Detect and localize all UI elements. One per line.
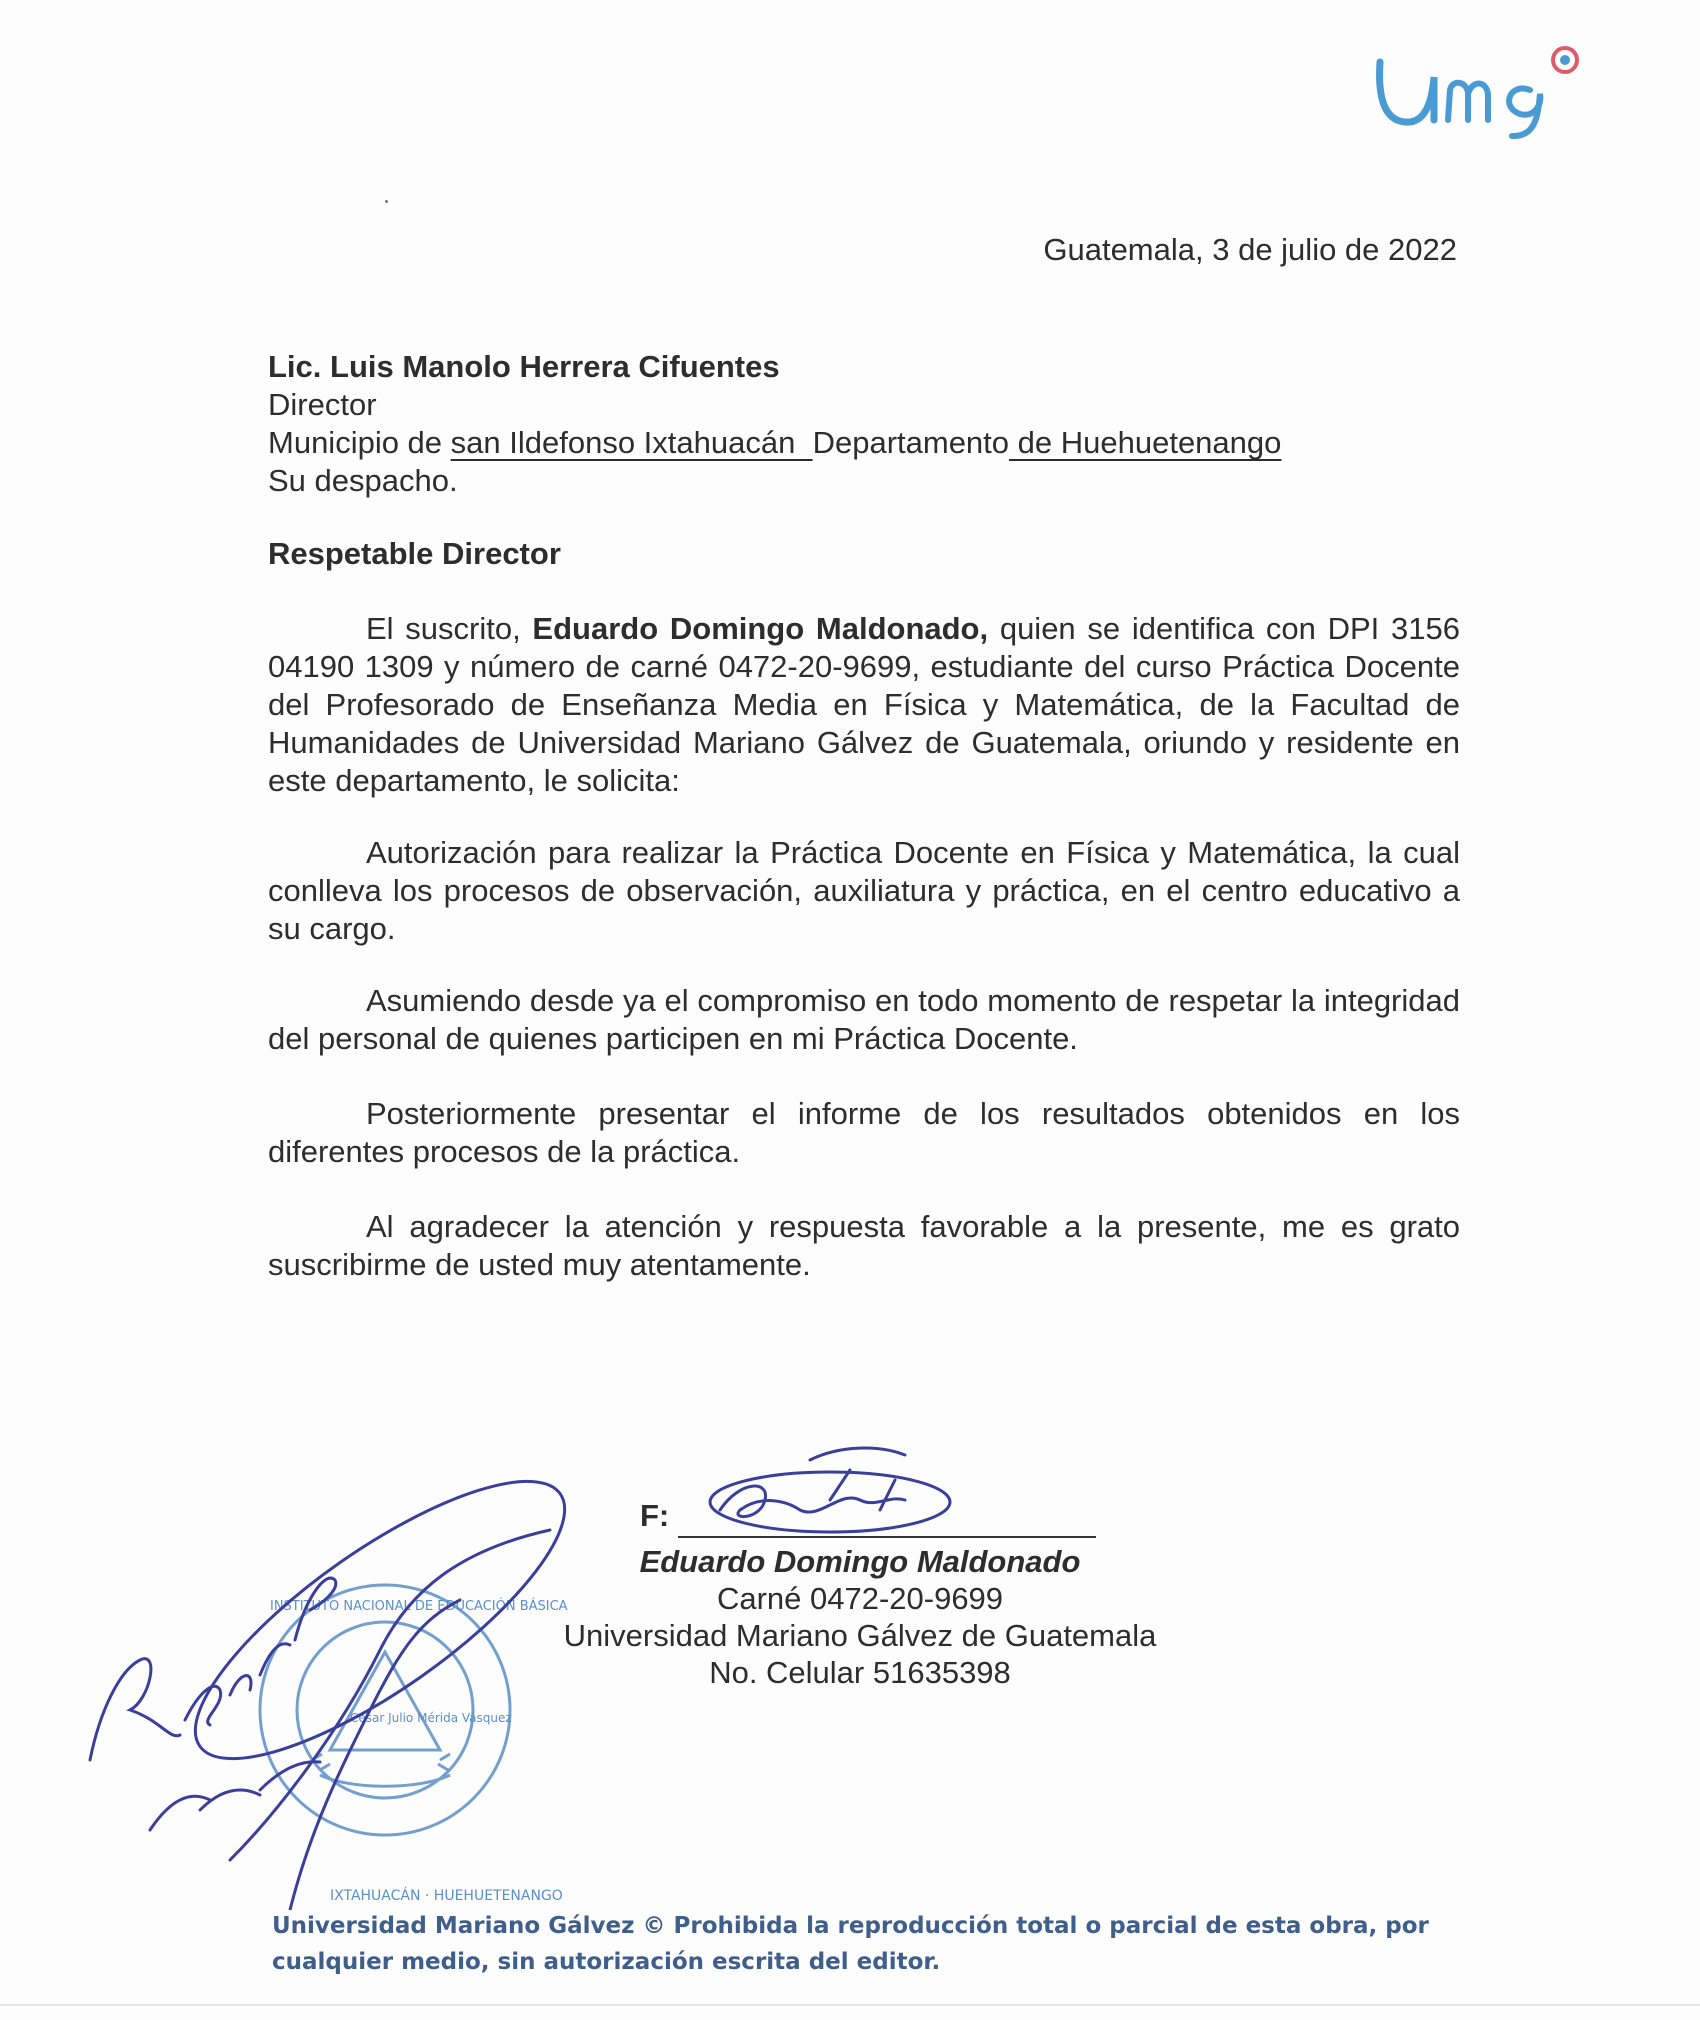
salutation: Respetable Director [268, 536, 561, 571]
paragraph-3: Asumiendo desde ya el compromiso en todo momento de respetar la integridad del personal de quienes participen en mi Práctica Docente. [268, 983, 1460, 1056]
recipient-address [268, 424, 1281, 462]
umg-logo-icon [1360, 32, 1590, 142]
paragraph-5: Al agradecer la atención y respuesta favorable a la presente, me es grato suscribirme de usted muy atentamente. [268, 1209, 1460, 1282]
recipient-block [268, 348, 1281, 500]
copyright-footer: Universidad Mariano Gálvez © Prohibida la reproducción total o parcial de esta obra, por cualquier medio, sin autorización escrita del editor. [272, 1913, 1429, 1975]
paragraph-1 [268, 610, 1460, 800]
signer-name: Eduardo Domingo Maldonado [639, 1544, 1081, 1579]
page-bottom-edge [0, 2004, 1700, 2006]
signer-university: Universidad Mariano Gálvez de Guatemala [563, 1618, 1157, 1653]
recipient-name: Lic. Luis Manolo Herrera Cifuentes [268, 349, 780, 384]
paragraph-4: Posteriormente presentar el informe de los resultados obtenidos en los diferentes procesos de la práctica. [268, 1096, 1460, 1169]
municipality-prefix: Municipio de [268, 425, 451, 460]
paragraph-2: Autorización para realizar la Práctica Docente en Física y Matemática, la cual conlleva los procesos de observación, auxiliatura y práctica, en el centro educativo a su cargo. [268, 835, 1460, 946]
handwritten-signature-icon [690, 1440, 970, 1550]
school-seal-icon [260, 1585, 510, 1835]
recipient-title: Director [268, 387, 377, 422]
recipient-closing: Su despacho. [268, 463, 458, 498]
scan-dot [385, 200, 388, 203]
seal-top-text: INSTITUTO NACIONAL DE EDUCACIÓN BÁSICA [270, 1599, 568, 1614]
p1-rest: quien se identifica con DPI 3156 04190 1309 y número de carné 0472-20-9699, estudiante del curso Práctica Docente del Profesorado de Enseñanza Media en Física y Matemática, de la Facultad de Humanidades de Universidad Mariano Gálvez de Guatemala, oriundo y residente en este departamento, le solicita: [268, 611, 1460, 798]
signature-line [678, 1536, 1096, 1538]
municipality-name: san Ildefonso Ixtahuacán [450, 425, 813, 460]
signer-phone: No. Celular 51635398 [709, 1655, 1011, 1690]
signer-carne: Carné 0472-20-9699 [716, 1581, 1004, 1616]
signature-label: F: [640, 1498, 670, 1533]
p1-start: El suscrito, [366, 611, 533, 646]
seal-center-text: César Julio Mérida Vásquez [350, 1711, 512, 1725]
letter-date: Guatemala, 3 de julio de 2022 [1043, 232, 1457, 267]
student-name: Eduardo Domingo Maldonado, [532, 611, 989, 646]
seal-bottom-text: IXTAHUACÁN · HUEHUETENANGO [330, 1888, 563, 1904]
department-prefix: Departamento [812, 425, 1010, 460]
department-name: de Huehuetenango [1009, 425, 1282, 460]
